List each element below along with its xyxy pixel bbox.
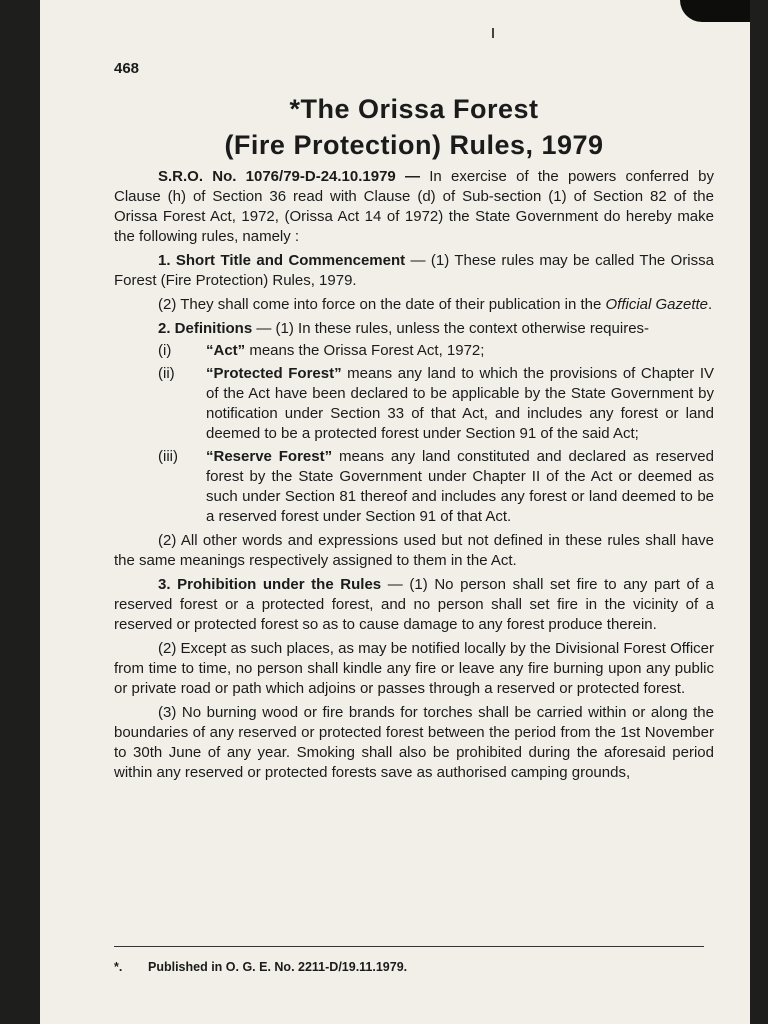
definition-item [158, 447, 714, 527]
rule-1-sub-2-end: . [708, 296, 713, 313]
rule-3-sub-2: (2) Except as such places, as may be notified locally by the Divisional Forest Officer from time to time, no person shall kindle any fire or leave any fire burning upon any public or private road or path which adjoins or passes through a reserved or protected forest. [114, 640, 714, 697]
rule-2-sub-2: (2) All other words and expressions used but not defined in these rules shall have the same meanings respectively assigned to them in the Act. [114, 532, 714, 569]
footnote-divider [114, 946, 704, 947]
definitions-list [158, 341, 714, 527]
rule-1-sub-2 [114, 295, 714, 315]
definition-text [206, 447, 714, 527]
definition-item [158, 364, 714, 444]
definition-body: means any land constituted and declared as reserved forest by the State Government under Chapter II of the Act or deemed as such under Section 81 thereof and includes any forest or land deemed to be a reserved forest under Section 91 of that Act. [206, 448, 714, 525]
rule-2-heading: 2. Definitions [158, 320, 253, 337]
definition-text [206, 364, 714, 444]
document-page [40, 0, 750, 1024]
footnote-marker: *. [114, 960, 123, 974]
footnote [114, 960, 407, 974]
definition-number: (i) [158, 342, 172, 359]
rule-1-paragraph [114, 251, 714, 291]
definition-text [206, 341, 714, 361]
scan-mark [492, 28, 494, 38]
definition-term: “Act” [206, 342, 246, 359]
preamble-text: In exercise of the powers conferred by Clause (h) of Section 36 read with Clause (d) of Sub-section (1) of Section 82 of the Orissa Forest Act, 1972, (Orissa Act 14 of 1972) the State Government do hereby make the following rules, namely : [114, 168, 714, 245]
definition-term: “Protected Forest” [206, 365, 342, 382]
rule-1-text: — (1) These rules may be called The Orissa Forest (Fire Protection) Rules, 1979. [114, 252, 714, 289]
rule-1-heading: 1. Short Title and Commencement [158, 252, 406, 269]
definition-item [158, 341, 714, 361]
document-title [114, 91, 714, 163]
rule-3-paragraph [114, 575, 714, 635]
page-content [114, 60, 714, 783]
definition-number: (iii) [158, 448, 178, 465]
sro-reference: S.R.O. No. 1076/79-D-24.10.1979 — [158, 168, 421, 185]
title-line-2: (Fire Protection) Rules, 1979 [224, 130, 604, 160]
rule-2-text: — (1) In these rules, unless the context otherwise requires- [252, 320, 650, 337]
preamble-paragraph [114, 167, 714, 247]
rule-3-sub-3: (3) No burning wood or fire brands for torches shall be carried within or along the boundaries of any reserved or protected forest between the period from the 1st November to 30th June of any year. Smoking shall also be prohibited during the aforesaid period within any reserved or protected forests save as authorised camping grounds, [114, 704, 714, 781]
rule-2-paragraph [114, 319, 714, 339]
page-number: 468 [114, 60, 140, 77]
rule-3-text: — (1) No person shall set fire to any part of a reserved forest or a protected forest, and no person shall set fire in the vicinity of a reserved or protected forest so as to cause damage to any forest produce therein. [114, 576, 714, 633]
definition-body: means any land to which the provisions of Chapter IV of the Act have been declared to be applicable by the State Government by notification under Section 33 of that Act, and includes any forest or land deemed to be a protected forest under Section 91 of the said Act; [206, 365, 714, 442]
official-gazette-text: Official Gazette [605, 296, 709, 313]
footnote-text: Published in O. G. E. No. 2211-D/19.11.1979. [148, 960, 408, 974]
rule-3-heading: 3. Prohibition under the Rules [158, 576, 382, 593]
definition-term: “Reserve Forest” [206, 448, 333, 465]
rule-1-sub-2-text: (2) They shall come into force on the date of their publication in the [158, 296, 606, 313]
definition-body: means the Orissa Forest Act, 1972; [245, 342, 485, 359]
title-line-1: *The Orissa Forest [289, 94, 539, 124]
scan-corner-shadow [680, 0, 750, 22]
definition-number: (ii) [158, 365, 175, 382]
